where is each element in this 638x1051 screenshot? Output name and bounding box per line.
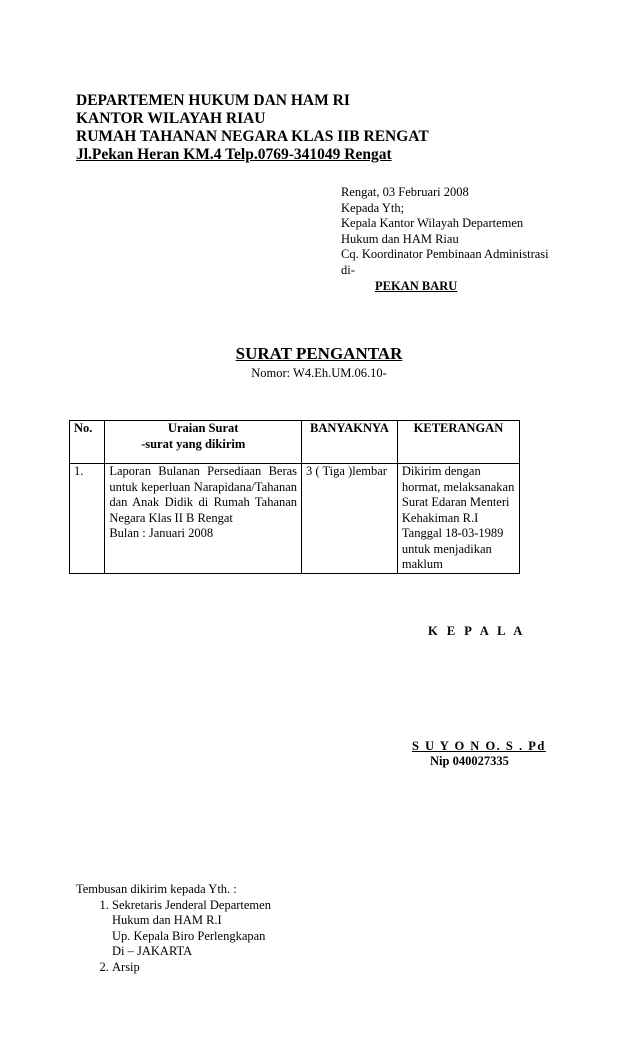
cell-banyaknya: 3 ( Tiga )lembar: [302, 464, 398, 574]
column-header-banyaknya: BANYAKNYA: [302, 421, 398, 464]
recipient-line: di-: [341, 262, 355, 277]
column-header-uraian: [105, 421, 302, 464]
tembusan-line: Hukum dan HAM R.I: [112, 913, 222, 927]
list-item: [112, 898, 271, 960]
letter-contents-table: [69, 420, 520, 574]
keterangan-line: untuk menjadikan: [401, 541, 492, 556]
tembusan-line: 2. Arsip: [112, 959, 140, 974]
document-number: Nomor: W4.Eh.UM.06.10-: [251, 366, 387, 380]
cell-uraian: [105, 464, 302, 574]
recipient-line: Cq. Koordinator Pembinaan Administrasi: [341, 247, 549, 261]
keterangan-line: Surat Edaran Menteri: [401, 495, 510, 509]
column-header-uraian-line2: -surat yang dikirim: [141, 436, 246, 451]
list-item: [112, 960, 271, 976]
header-regional-office: KANTOR WILAYAH RIAU: [76, 110, 266, 127]
table-row: [70, 464, 520, 574]
signature-nip: Nip 040027335: [430, 754, 509, 768]
keterangan-line: hormat, melaksanakan: [401, 479, 515, 494]
header-address: Jl.Pekan Heran KM.4 Telp.0769-341049 Rengat: [76, 146, 392, 163]
table-header-row: [70, 421, 520, 464]
tembusan-block: [76, 882, 271, 975]
cell-keterangan: [397, 464, 519, 574]
recipient-destination: PEKAN BARU: [375, 279, 458, 293]
recipient-line: Hukum dan HAM Riau: [341, 231, 459, 246]
keterangan-line: maklum: [401, 557, 443, 571]
header-institution: RUMAH TAHANAN NEGARA KLAS IIB RENGAT: [76, 128, 429, 145]
tembusan-line: Up. Kepala Biro Perlengkapan: [112, 928, 266, 943]
letter-date: Rengat, 03 Februari 2008: [341, 185, 469, 199]
document-title: SURAT PENGANTAR: [235, 344, 403, 363]
header-ministry: DEPARTEMEN HUKUM DAN HAM RI: [76, 92, 350, 109]
signature-name: S U Y O N O. S . Pd: [412, 739, 546, 753]
recipient-line: Kepada Yth;: [341, 200, 405, 215]
cell-no: 1.: [70, 464, 105, 574]
tembusan-line: Di – JAKARTA: [112, 944, 193, 958]
signature-position: K E P A L A: [428, 624, 526, 638]
tembusan-list: [76, 898, 271, 976]
cell-uraian-month: Bulan : Januari 2008: [109, 526, 214, 540]
keterangan-line: Tanggal 18-03-1989: [401, 526, 504, 540]
column-header-uraian-line1: Uraian Surat: [167, 421, 239, 435]
tembusan-line: 1. Sekretaris Jenderal Departemen: [112, 897, 271, 912]
column-header-keterangan: KETERANGAN: [397, 421, 519, 464]
cell-uraian-text: Laporan Bulanan Persediaan Beras untuk keperluan Narapidana/Tahanan dan Anak Didik di Rumah Tahanan Negara Klas II B Rengat: [109, 464, 298, 525]
keterangan-line: Kehakiman R.I: [401, 510, 479, 525]
recipient-line: Kepala Kantor Wilayah Departemen: [341, 216, 524, 230]
tembusan-intro: Tembusan dikirim kepada Yth. :: [76, 882, 237, 896]
column-header-no: No.: [70, 421, 105, 464]
recipient-block: [341, 185, 549, 295]
keterangan-line: Dikirim dengan: [401, 464, 481, 478]
